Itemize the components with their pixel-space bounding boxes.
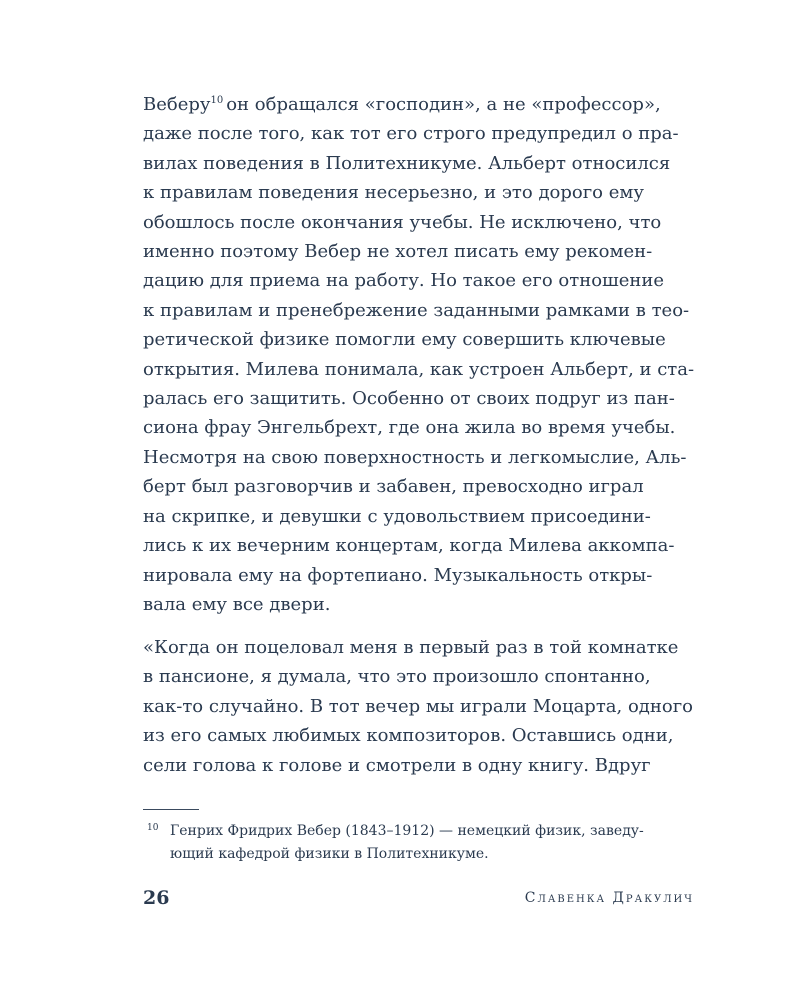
footnote-divider bbox=[143, 809, 199, 810]
text-line: лись к их вечерним концертам, когда Милева аккомпа- bbox=[143, 535, 675, 557]
text-line: обошлось после окончания учебы. Не исключено, что bbox=[143, 211, 662, 233]
footnote bbox=[143, 820, 698, 866]
text-line: «Когда он поцеловал меня в первый раз в той комнатке bbox=[143, 637, 679, 658]
text-line: на скрипке, и девушки с удовольствием присоедини- bbox=[143, 505, 651, 527]
text-line: именно поэтому Вебер не хотел писать ему рекомен- bbox=[143, 241, 653, 263]
text-line: к правилам поведения несерьезно, и это дорого ему bbox=[143, 182, 644, 204]
footnote-line: ющий кафедрой физики в Политехникуме. bbox=[170, 846, 489, 862]
text-line: ралась его защитить. Особенно от своих подруг из пан- bbox=[143, 388, 675, 410]
text-line: Несмотря на свою поверхностность и легкомыслие, Аль- bbox=[143, 446, 687, 468]
text-line bbox=[143, 86, 698, 119]
text-line: даже после того, как тот его строго предупредил о пра- bbox=[143, 123, 679, 145]
text-line: как-то случайно. В тот вечер мы играли Моцарта, одного bbox=[143, 695, 693, 717]
page-number: 26 bbox=[143, 887, 170, 909]
text-line: дацию для приема на работу. Но такое его отношение bbox=[143, 270, 665, 292]
running-head-author: Славенка Дракулич bbox=[524, 890, 694, 906]
text-line: открытия. Милева понимала, как устроен Альберт, и ста- bbox=[143, 358, 695, 380]
text-line: к правилам и пренебрежение заданными рамками в тео- bbox=[143, 299, 690, 321]
text-line: нировала ему на фортепиано. Музыкальность откры- bbox=[143, 564, 653, 586]
text-line: ретической физике помогли ему совершить ключевые bbox=[143, 329, 666, 351]
text-line: из его самых любимых композиторов. Оставшись одни, bbox=[143, 725, 674, 747]
footnote-number: 10 bbox=[147, 823, 159, 833]
line-text: он обращался «господин», а не «профессор», bbox=[226, 94, 661, 115]
text-line: вала ему все двери. bbox=[143, 593, 331, 615]
text-line: берт был разговорчив и забавен, превосходно играл bbox=[143, 476, 644, 498]
footnote-line: Генрих Фридрих Вебер (1843–1912) — немецкий физик, заведу- bbox=[170, 823, 644, 839]
text-line: в пансионе, я думала, что это произошло спонтанно, bbox=[143, 666, 651, 688]
text-line: вилах поведения в Политехникуме. Альберт относился bbox=[143, 152, 671, 174]
body-paragraph-1 bbox=[143, 86, 698, 619]
body-paragraph-2 bbox=[143, 633, 698, 780]
text-line: сиона фрау Энгельбрехт, где она жила во время учебы. bbox=[143, 417, 676, 439]
footnote-reference[interactable]: 10 bbox=[210, 95, 224, 106]
first-word: Веберу bbox=[143, 94, 211, 115]
text-line: сели голова к голове и смотрели в одну книгу. Вдруг bbox=[143, 754, 651, 776]
